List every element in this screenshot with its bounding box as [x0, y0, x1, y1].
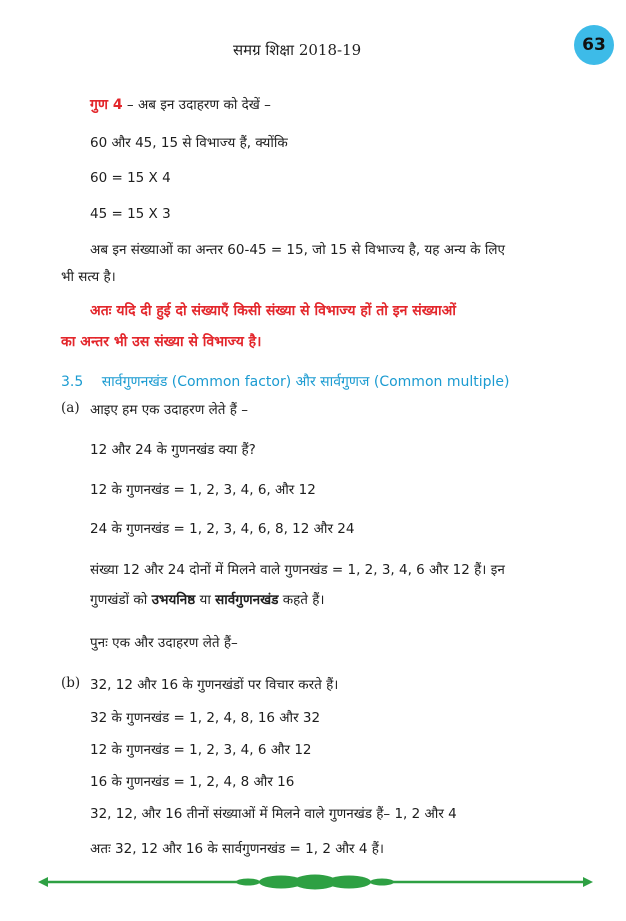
- page-header-title: समग्र शिक्षा 2018-19: [233, 41, 362, 59]
- example-a-intro: आइए हम एक उदाहरण लेते हैं –: [90, 402, 248, 418]
- common-factors-post: कहते हैं।: [278, 592, 325, 608]
- term-sarvagunankhand: सार्वगुणनखंड: [215, 592, 279, 608]
- section-title: सार्वगुणनखंड (Common factor) और सार्वगुणज (Common multiple): [101, 374, 510, 390]
- property-4-intro: – अब इन उदाहरण को देखें –: [122, 97, 271, 113]
- section-heading: [61, 372, 509, 391]
- example-a-question: 12 और 24 के गुणनखंड क्या हैं?: [90, 442, 256, 458]
- example-b-marker: (b): [61, 675, 81, 691]
- difference-paragraph-line2: भी सत्य है।: [61, 269, 116, 285]
- term-ubhayanishth: उभयनिष्ठ: [151, 592, 196, 608]
- equation-45: 45 = 15 X 3: [90, 206, 171, 222]
- conclusion-line: अतः 32, 12 और 16 के सार्वगुणनखंड = 1, 2 और 4 हैं।: [90, 841, 384, 857]
- factors-12-b: 12 के गुणनखंड = 1, 2, 3, 4, 6 और 12: [90, 742, 312, 758]
- rule-line1: अतः यदि दी हुई दो संख्याएँ किसी संख्या से विभाज्य हों तो इन संख्याओं: [90, 303, 456, 319]
- section-number: 3.5: [61, 374, 84, 390]
- common-factors-pre: गुणखंडों को: [90, 592, 152, 608]
- another-example-line: पुनः एक और उदाहरण लेते हैं–: [90, 635, 238, 651]
- common-factors-three: 32, 12, और 16 तीनों संख्याओं में मिलने वाले गुणनखंड हैं– 1, 2 और 4: [90, 806, 457, 822]
- common-factors-line1: संख्या 12 और 24 दोनों में मिलने वाले गुणनखंड = 1, 2, 3, 4, 6 और 12 हैं। इन: [90, 562, 505, 578]
- factors-24: 24 के गुणनखंड = 1, 2, 3, 4, 6, 8, 12 और 24: [90, 521, 355, 537]
- common-factors-mid: या: [195, 592, 216, 608]
- example-a-marker: (a): [61, 400, 80, 416]
- property-4-heading: [90, 95, 271, 114]
- equation-60: 60 = 15 X 4: [90, 170, 171, 186]
- property-4-line: 60 और 45, 15 से विभाज्य हैं, क्योंकि: [90, 135, 288, 151]
- factors-32: 32 के गुणनखंड = 1, 2, 4, 8, 16 और 32: [90, 710, 321, 726]
- rule-line2: का अन्तर भी उस संख्या से विभाज्य है।: [61, 334, 262, 350]
- factors-12: 12 के गुणनखंड = 1, 2, 3, 4, 6, और 12: [90, 482, 316, 498]
- difference-paragraph-line1: अब इन संख्याओं का अन्तर 60-45 = 15, जो 15 से विभाज्य है, यह अन्य के लिए: [90, 242, 505, 258]
- common-factors-line2: [90, 590, 325, 608]
- factors-16: 16 के गुणनखंड = 1, 2, 4, 8 और 16: [90, 774, 295, 790]
- page-number-badge: 63: [574, 25, 614, 65]
- property-4-label: गुण 4: [90, 97, 123, 113]
- footer-ornament: [38, 872, 593, 892]
- example-b-intro: 32, 12 और 16 के गुणनखंडों पर विचार करते हैं।: [90, 677, 339, 693]
